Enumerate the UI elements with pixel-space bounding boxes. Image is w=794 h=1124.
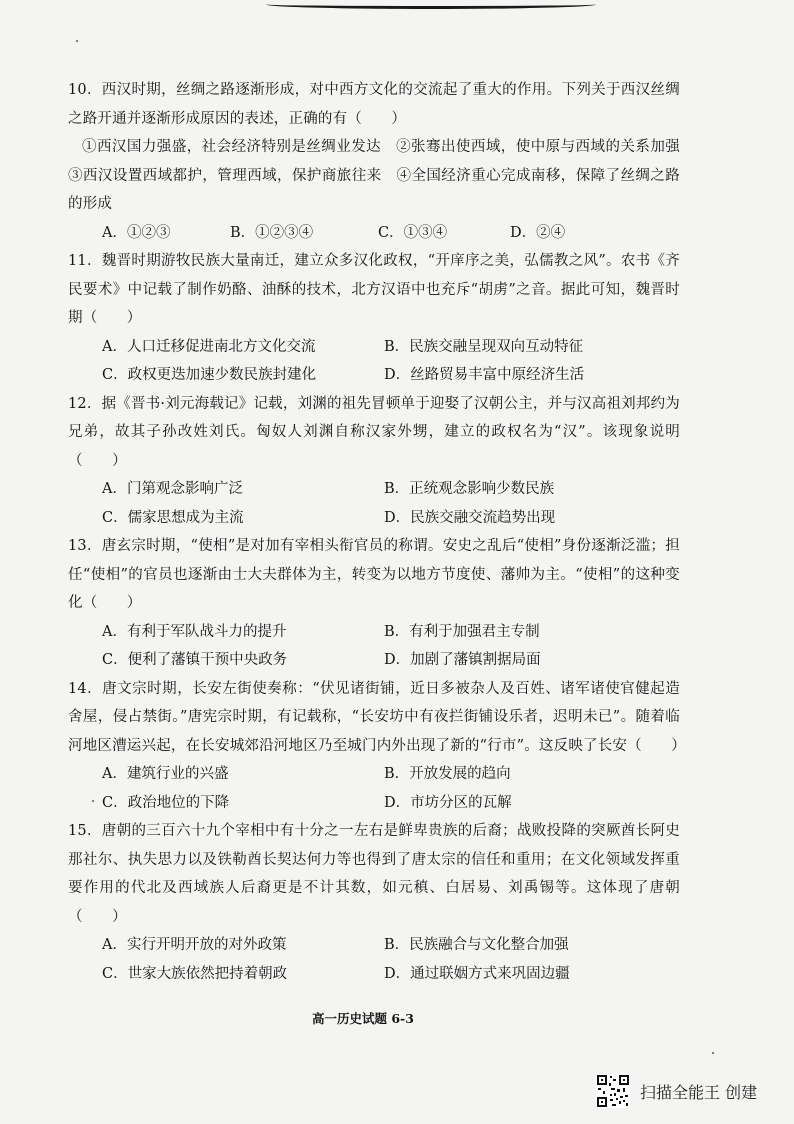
option-a[interactable]: A．有利于军队战斗力的提升	[102, 623, 287, 640]
options	[102, 219, 680, 248]
options	[102, 333, 680, 390]
option-b[interactable]: B．民族融合与文化整合加强	[384, 937, 569, 953]
question-stem: 15．唐朝的三百六十九个宰相中有十分之一左右是鲜卑贵族的后裔；战败投降的突厥酋长阿史那社尔、执失思力以及铁勒酋长契达何力等也得到了唐太宗的信任和重用；在文化领域发挥重要作用的代北及西域族人后裔更是不计其数，如元稹、白居易、刘禹锡等。这体现了唐朝（ ）	[68, 823, 680, 925]
question-12	[68, 390, 680, 533]
exam-questions	[68, 76, 695, 988]
option-c[interactable]: C．便利了藩镇干预中央政务	[102, 652, 288, 668]
options	[102, 618, 680, 675]
option-b[interactable]: B．开放发展的趋向	[384, 766, 511, 782]
question-13	[68, 532, 680, 675]
option-b[interactable]: B．有利于加强君主专制	[384, 623, 540, 640]
scan-speck	[712, 1052, 714, 1054]
option-d[interactable]: D．加剧了藩镇割据局面	[384, 652, 541, 668]
page-footer: 高一历史试题 6-3	[312, 1011, 414, 1026]
scanner-watermark: 扫描全能王 创建	[640, 1083, 758, 1102]
top-edge-mark	[266, 0, 596, 9]
option-d[interactable]: D．市坊分区的瓦解	[384, 794, 512, 811]
option-a[interactable]: A．①②③	[102, 224, 171, 241]
option-b[interactable]: B．①②③④	[230, 224, 314, 241]
option-b[interactable]: B．正统观念影响少数民族	[384, 481, 555, 497]
question-stem: 10．西汉时期，丝绸之路逐渐形成，对中西方文化的交流起了重大的作用。下列关于西汉丝绸之路开通并逐渐形成原因的表述，正确的有（ ）	[68, 82, 680, 127]
question-stem: 11．魏晋时期游牧民族大量南迁，建立众多汉化政权，“开庠序之美，弘儒教之风”。农书《齐民要术》中记载了制作奶酪、油酥的技术，北方汉语中也充斥“胡虏”之音。据此可知，魏晋时期（ ）	[68, 253, 680, 326]
question-10	[68, 76, 695, 247]
question-stem: 14．唐文宗时期，长安左街使奏称：“伏见诸街铺，近日多被杂人及百姓、诸军诸使官健起造舍屋，侵占禁街。”唐宪宗时期，有记载称，“长安坊中有夜拦街铺设乐者，迟明未已”。随着临河地区漕运兴起，在长安城郊沿河地区乃至城门内外出现了新的“行市”。这反映了长安（ ）	[68, 680, 686, 754]
option-d[interactable]: D．②④	[510, 224, 566, 241]
option-c[interactable]: C．政权更迭加速少数民族封建化	[102, 367, 317, 383]
option-c[interactable]: C．世家大族依然把持着朝政	[102, 965, 288, 982]
scan-speck	[76, 40, 78, 42]
options	[102, 931, 680, 988]
option-b[interactable]: B．民族交融呈现双向互动特征	[384, 338, 584, 355]
option-c[interactable]: C．①③④	[378, 224, 448, 241]
option-c[interactable]: C．儒家思想成为主流	[102, 509, 244, 526]
question-11	[68, 247, 680, 390]
option-a[interactable]: A．实行开明开放的对外政策	[102, 937, 287, 953]
options	[102, 760, 680, 817]
question-stem: 12．据《晋书·刘元海载记》记载，刘渊的祖先冒顿单于迎娶了汉朝公主，并与汉高祖刘邦约为兄弟，故其子孙改姓刘氏。匈奴人刘渊自称汉家外甥，建立的政权名为“汉”。该现象说明（ ）	[68, 395, 680, 469]
option-c[interactable]: C．政治地位的下降	[102, 794, 230, 811]
question-14	[68, 675, 686, 818]
question-statements: ①西汉国力强盛，社会经济特别是丝绸业发达 ②张骞出使西域，使中原与西域的关系加强 ③西汉设置西域都护，管理西域，保护商旅往来 ④全国经济重心完成南移，保障了丝绸之路的形成	[68, 139, 695, 212]
options	[102, 475, 680, 532]
qr-code-icon	[596, 1074, 630, 1108]
option-d[interactable]: D．丝路贸易丰富中原经济生活	[384, 367, 585, 383]
question-stem: 13．唐玄宗时期，“使相”是对加有宰相头衔官员的称谓。安史之乱后“使相”身份逐渐泛滥；担任“使相”的官员也逐渐由士大夫群体为主，转变为以地方节度使、藩帅为主。“使相”的这种变化（ ）	[68, 538, 680, 611]
question-15	[68, 817, 680, 988]
option-d[interactable]: D．民族交融交流趋势出现	[384, 509, 556, 526]
option-a[interactable]: A．门第观念影响广泛	[102, 481, 243, 497]
option-a[interactable]: A．人口迁移促进南北方文化交流	[102, 338, 316, 355]
option-d[interactable]: D．通过联姻方式来巩固边疆	[384, 965, 570, 982]
option-a[interactable]: A．建筑行业的兴盛	[102, 766, 229, 782]
